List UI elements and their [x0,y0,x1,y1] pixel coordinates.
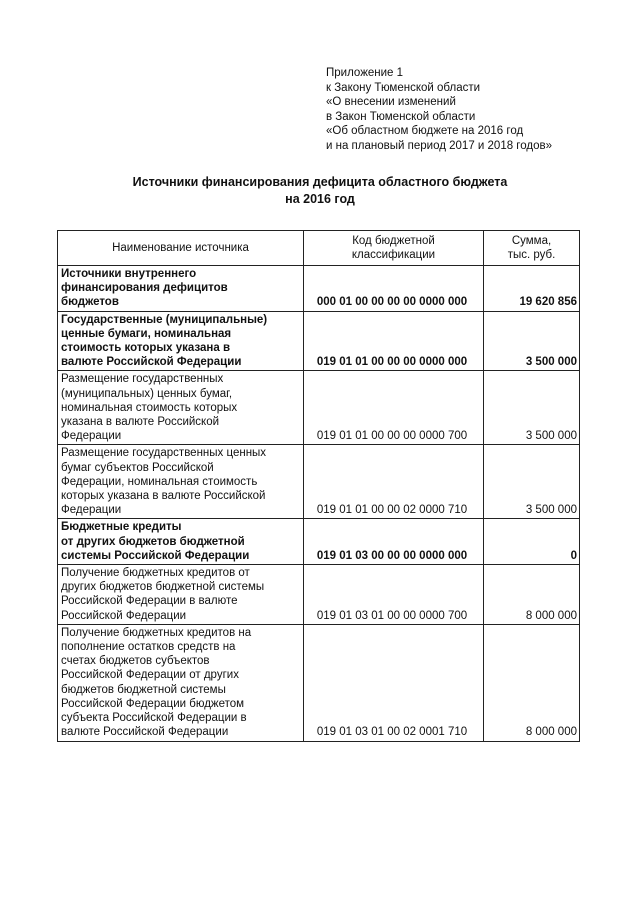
header-code: Код бюджетной классификации [304,231,484,266]
source-name-cell: Размещение государственных (муниципальных) ценных бумаг, номинальная стоимость которых указана в валюте Российской Федерации [58,371,304,445]
table-row [58,624,580,741]
source-name-cell: Получение бюджетных кредитов на пополнение остатков средств на счетах бюджетов субъектов Российской Федерации от других бюджетов бюджетной системы Российской Федерации бюджетом субъекта Российской Федерации в валюте Российской Федерации [58,624,304,741]
title-line-2: на 2016 год [285,192,355,206]
amount-cell: 3 500 000 [484,311,580,371]
header-amount: Сумма, тыс. руб. [484,231,580,266]
amount-cell: 3 500 000 [484,371,580,445]
amount-cell: 0 [484,519,580,565]
budget-code-cell: 019 01 01 00 00 02 0000 710 [304,445,484,519]
source-name-cell: Бюджетные кредиты от других бюджетов бюджетной системы Российской Федерации [58,519,304,565]
table-row [58,266,580,312]
amount-cell: 19 620 856 [484,266,580,312]
source-name-cell: Размещение государственных ценных бумаг субъектов Российской Федерации, номинальная стоимость которых указана в валюте Российской Федерации [58,445,304,519]
budget-code-cell: 019 01 03 01 00 00 0000 700 [304,565,484,625]
table-row [58,445,580,519]
table-row [58,519,580,565]
source-name-cell: Государственные (муниципальные) ценные бумаги, номинальная стоимость которых указана в валюте Российской Федерации [58,311,304,371]
document-title [0,174,640,208]
header-line: и на плановый период 2017 и 2018 годов» [326,139,552,152]
budget-code-cell: 019 01 01 00 00 00 0000 000 [304,311,484,371]
source-name-cell: Получение бюджетных кредитов от других бюджетов бюджетной системы Российской Федерации в валюте Российской Федерации [58,565,304,625]
title-line-1: Источники финансирования дефицита областного бюджета [132,175,508,189]
budget-code-cell: 019 01 01 00 00 00 0000 700 [304,371,484,445]
header-name: Наименование источника [58,231,304,266]
header-line: в Закон Тюменской области [326,110,476,123]
table-row [58,311,580,371]
budget-code-cell: 019 01 03 00 00 00 0000 000 [304,519,484,565]
table-row [58,565,580,625]
header-line: к Закону Тюменской области [326,81,481,94]
amount-cell: 3 500 000 [484,445,580,519]
financing-sources-table [57,230,580,742]
budget-code-cell: 019 01 03 01 00 02 0001 710 [304,624,484,741]
source-name-cell: Источники внутреннего финансирования дефицитов бюджетов [58,266,304,312]
amount-cell: 8 000 000 [484,624,580,741]
header-line: Приложение 1 [326,67,404,79]
header-line: «О внесении изменений [326,96,456,109]
amount-cell: 8 000 000 [484,565,580,625]
budget-code-cell: 000 01 00 00 00 00 0000 000 [304,266,484,312]
appendix-header [326,66,552,154]
table-row [58,371,580,445]
header-line: «Об областном бюджете на 2016 год [326,125,524,138]
table-header-row [58,231,580,266]
